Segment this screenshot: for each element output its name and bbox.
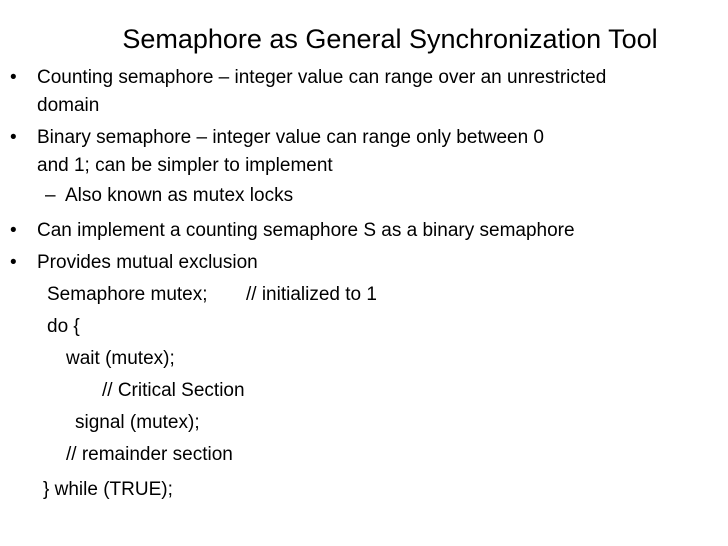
code-line-critical-section: // Critical Section	[102, 380, 245, 401]
bullet-marker: •	[10, 127, 17, 148]
code-line-wait: wait (mutex);	[66, 348, 175, 369]
bullet-2-sub: Also known as mutex locks	[65, 185, 294, 206]
bullet-marker: •	[10, 67, 17, 88]
code-declaration: Semaphore mutex;	[47, 284, 208, 305]
code-line-do: do {	[47, 316, 80, 337]
sub-bullet-marker: –	[45, 185, 56, 206]
bullet-marker: •	[10, 220, 17, 241]
bullet-1-line-1: Counting semaphore – integer value can range over an unrestricted	[37, 67, 607, 88]
code-line-while: } while (TRUE);	[43, 479, 173, 500]
code-line-signal: signal (mutex);	[75, 412, 200, 433]
code-line-remainder-section: // remainder section	[66, 444, 233, 465]
bullet-1-line-2: domain	[37, 95, 100, 116]
bullet-4-line-1: Provides mutual exclusion	[37, 252, 258, 273]
bullet-marker: •	[10, 252, 17, 273]
bullet-2-line-1: Binary semaphore – integer value can range only between 0	[37, 127, 544, 148]
bullet-3-line-1: Can implement a counting semaphore S as a binary semaphore	[37, 220, 575, 241]
bullet-2-line-2: and 1; can be simpler to implement	[37, 155, 333, 176]
code-declaration-comment: // initialized to 1	[246, 284, 377, 305]
slide-title: Semaphore as General Synchronization Tool	[122, 24, 658, 54]
